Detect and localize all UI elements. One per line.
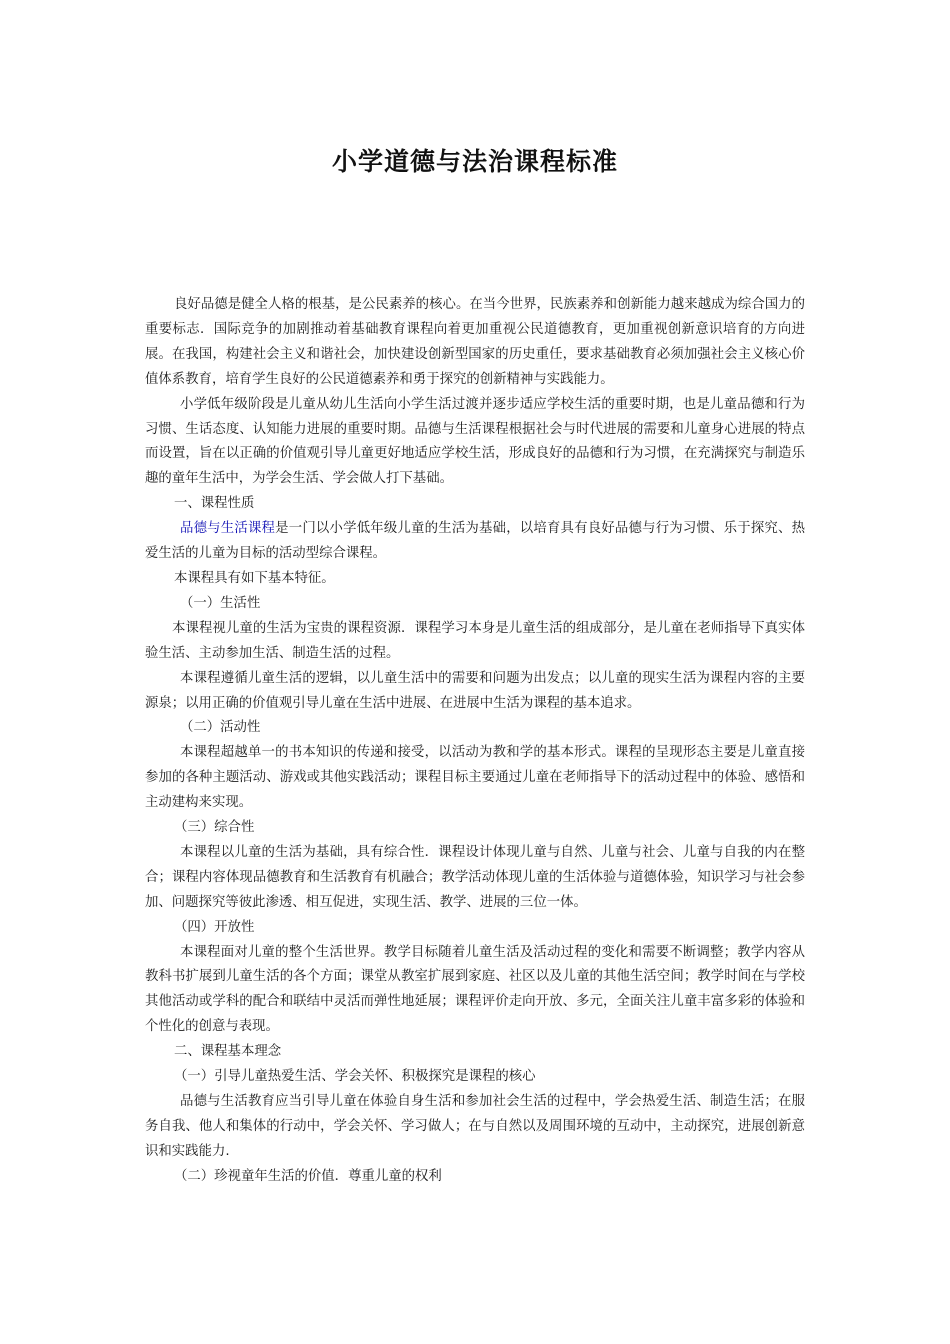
paragraph-life-2: 本课程遵循儿童生活的逻辑，以儿童生活中的需要和问题为出发点；以儿童的现实生活为课程内容的主要源泉；以用正确的价值观引导儿童在生活中进展、在进展中生活为课程的基本追求。 — [145, 670, 805, 711]
document-body — [145, 293, 805, 1190]
paragraph-idea-core: 品德与生活教育应当引导儿童在体验自身生活和参加社会生活的过程中，学会热爱生活、制造生活；在服务自我、他人和集体的行动中，学会关怀、学习做人；在与自然以及周围环境的互动中，主动探究，进展创新意识和实践能力. — [145, 1094, 805, 1159]
heading-idea-childhood: （二）珍视童年生活的价值．尊重儿童的权利 — [174, 1168, 442, 1184]
paragraph-life-1: 本课程视儿童的生活为宝贵的课程资源．课程学习本身是儿童生活的组成部分，是儿童在老师指导下真实体验生活、主动参加生活、制造生活的过程。 — [145, 620, 805, 661]
course-definition-text: 是一门以小学低年级儿童的生活为基础，以培育具有良好品德与行为习惯、乐于探究、热爱生活的儿童为目标的活动型综合课程。 — [145, 521, 805, 562]
paragraph-low-grade: 小学低年级阶段是儿童从幼儿生活向小学生活过渡并逐步适应学校生活的重要时期，也是儿童品德和行为习惯、生话态度、认知能力进展的重要时期。品德与生活课程根据社会与时代进展的需要和儿童身心进展的特点而设置，旨在以正确的价值观引导儿童更好地适应学校生活，形成良好的品德和行为习惯，在充满探究与制造乐趣的童年生活中，为学会生活、学会做人打下基础。 — [145, 396, 805, 487]
paragraph-course-definition — [145, 517, 805, 567]
paragraph-openness: 本课程面对儿童的整个生活世界。教学目标随着儿童生活及活动过程的变化和需要不断调整；教学内容从教科书扩展到儿童生活的各个方面；课堂从教室扩展到家庭、社区以及儿童的其他生活空间；教学时间在与学校其他活动或学科的配合和联结中灵活而弹性地延展；课程评价走向开放、多元，全面关注儿童丰富多彩的体验和个性化的创意与表现。 — [145, 944, 805, 1035]
paragraph-features-intro: 本课程具有如下基本特征。 — [174, 570, 335, 586]
heading-comprehensive-nature: （三）综合性 — [174, 820, 255, 836]
heading-openness: （四）开放性 — [174, 919, 255, 935]
heading-activity-nature: （二）活动性 — [180, 720, 261, 736]
paragraph-activity: 本课程超越单一的书本知识的传递和接受，以活动为教和学的基本形式。课程的呈现形态主要是儿童直接参加的各种主题活动、游戏或其他实践活动；课程目标主要通过儿童在老师指导下的活动过程中的体验、感悟和主动建构来实现。 — [145, 745, 805, 811]
heading-idea-core: （一）引导儿童热爱生活、学会关怀、积极探究是课程的核心 — [174, 1069, 536, 1085]
heading-life-nature: （一）生活性 — [180, 595, 261, 611]
heading-course-nature: 一、课程性质 — [174, 496, 255, 512]
heading-basic-ideas: 二、课程基本理念 — [174, 1044, 282, 1060]
paragraph-comprehensive: 本课程以儿童的生活为基础，具有综合性．课程设计体现儿童与自然、儿童与社会、儿童与自我的内在整合；课程内容体现品德教育和生活教育有机融合；教学活动体现儿童的生活体验与道德体验，知识学习与社会参加、问题探究等彼此渗透、相互促进，实现生活、教学、进展的三位一体。 — [145, 844, 805, 910]
course-name-link[interactable]: 品德与生活课程 — [180, 521, 276, 537]
document-title: 小学道德与法治课程标准 — [331, 147, 618, 176]
paragraph-intro: 良好品德是健全人格的根基，是公民素养的核心。在当今世界，民族素养和创新能力越来越成为综合国力的重要标志．国际竞争的加剧推动着基础教育课程向着更加重视公民道德教育，更加重视创新意识培育的方向进展。在我国，构建社会主义和谐社会，加快建设创新型国家的历史重任，要求基础教育必须加强社会主义核心价值体系教育，培育学生良好的公民道德素养和勇于探究的创新精神与实践能力。 — [145, 297, 805, 387]
